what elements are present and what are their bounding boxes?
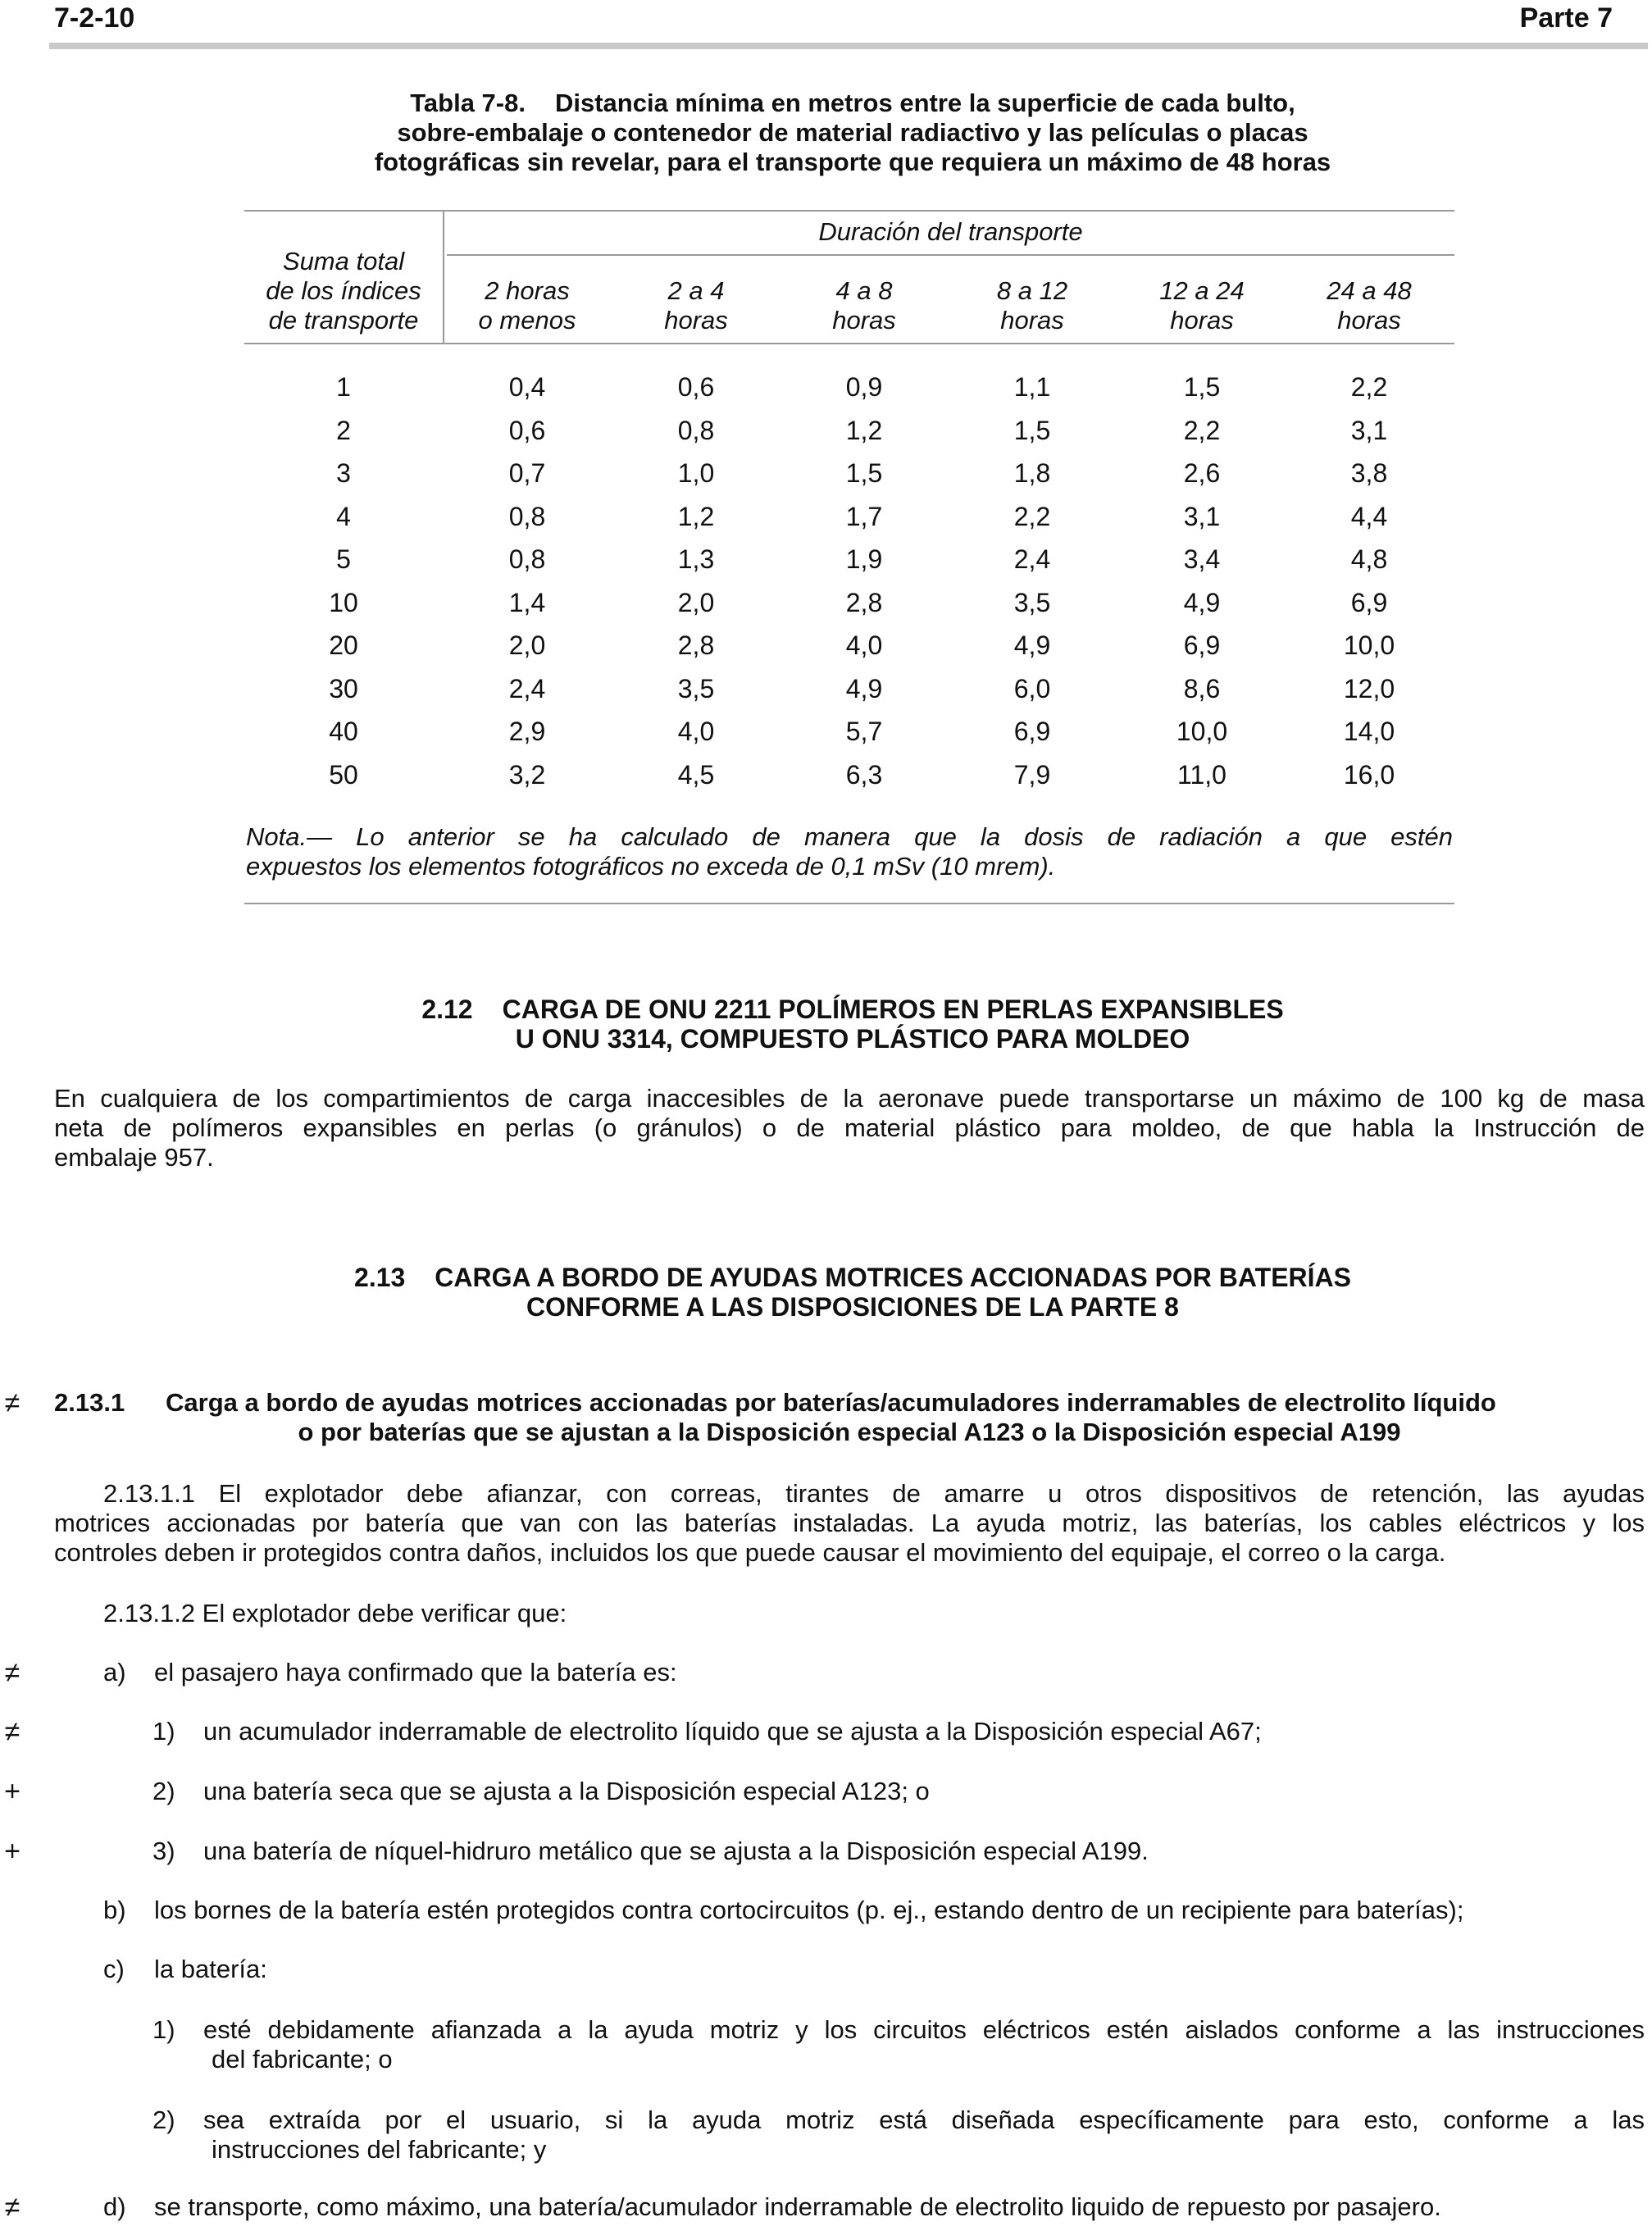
table-cell: 10,0 — [1343, 630, 1395, 660]
paragraph-2-13-1-2: 2.13.1.2 El explotador debe verificar que: — [103, 1599, 567, 1627]
table-cell: 2,8 — [845, 588, 883, 617]
table-cell: 4,9 — [1013, 630, 1051, 660]
change-mark: ≠ — [4, 1657, 20, 1688]
table-row-index: 40 — [329, 717, 358, 746]
table-cell: 7,9 — [1013, 760, 1051, 790]
table-row — [244, 624, 1454, 667]
table-cell: 4,0 — [677, 717, 715, 746]
table-cell: 0,9 — [845, 372, 883, 402]
paragraph-2-13-1-1: 2.13.1.1 El explotador debe afianzar, con correas, tirantes de amarre u otros dispositivos de retención, las ayudas motrices accionadas por batería que van con las baterías instaladas. La ayuda motriz, las baterías, los cables eléctricos y los controles deben ir protegidos contra daños, incluidos los que puede causar el movimiento del equipaje, el correo o la carga. — [54, 1479, 1645, 1567]
table-row — [244, 495, 1454, 538]
table-row-index: 10 — [329, 588, 358, 617]
table-row-index: 2 — [336, 416, 351, 445]
table-row — [244, 667, 1454, 710]
table-cell: 1,9 — [845, 544, 883, 574]
table-cell: 1,2 — [845, 416, 883, 445]
table-cell: 4,9 — [845, 674, 883, 703]
table-row — [244, 753, 1454, 796]
table-cell: 1,5 — [1013, 416, 1051, 445]
table-note — [246, 822, 1453, 881]
change-mark: + — [4, 1836, 20, 1867]
table-cell: 6,0 — [1013, 674, 1051, 703]
table-cell: 1,2 — [677, 502, 715, 531]
table-cell: 1,0 — [677, 458, 715, 488]
table-vertical-rule — [443, 210, 444, 343]
table-row-index: 1 — [336, 372, 351, 402]
table-header-rule — [244, 343, 1454, 344]
column-header: 12 a 24 horas — [1159, 276, 1245, 335]
header-rule — [49, 43, 1648, 49]
table-cell: 12,0 — [1343, 674, 1395, 703]
table-cell: 10,0 — [1176, 717, 1228, 746]
table-note-line-1: Nota.— Lo anterior se ha calculado de manera que la dosis de radiación a que estén — [246, 822, 1453, 851]
table-cell: 1,7 — [845, 502, 883, 531]
change-mark: + — [4, 1776, 20, 1807]
table-row-index: 20 — [329, 630, 358, 660]
table-cell: 0,8 — [508, 502, 546, 531]
change-mark: ≠ — [4, 1716, 20, 1747]
table-cell: 3,1 — [1183, 502, 1221, 531]
duration-header: Duración del transporte — [818, 217, 1083, 246]
table-cell: 6,9 — [1013, 717, 1051, 746]
section-number: 2.13 — [354, 1263, 406, 1292]
table-cell: 2,6 — [1183, 458, 1221, 488]
table-title-line-1: Tabla 7-8. Distancia mínima en metros entre la superficie de cada bulto, — [410, 89, 1295, 117]
table-cell: 1,5 — [1183, 372, 1221, 402]
table-cell: 2,8 — [677, 630, 715, 660]
table-row — [244, 538, 1454, 580]
table-cell: 0,8 — [677, 416, 715, 445]
table-cell: 1,3 — [677, 544, 715, 574]
section-2-12-heading: 2.12 CARGA DE ONU 2211 POLÍMEROS EN PERLAS EXPANSIBLES U ONU 3314, COMPUESTO PLÁSTICO PARA MOLDEO — [421, 995, 1284, 1054]
table-row — [244, 710, 1454, 753]
table-row-index: 50 — [329, 760, 358, 790]
part-label: Parte 7 — [1519, 2, 1613, 34]
table-row-index: 5 — [336, 544, 351, 574]
section-2-13-heading: 2.13 CARGA A BORDO DE AYUDAS MOTRICES ACCIONADAS POR BATERÍAS CONFORME A LAS DISPOSICIONES DE LA PARTE 8 — [354, 1263, 1351, 1322]
table-title-line-3: fotográficas sin revelar, para el transporte que requiera un máximo de 48 horas — [374, 148, 1331, 176]
table-cell: 3,1 — [1350, 416, 1388, 445]
change-mark: ≠ — [4, 1387, 20, 1418]
table-cell: 8,6 — [1183, 674, 1221, 703]
table-cell: 3,5 — [677, 674, 715, 703]
table-cell: 0,6 — [677, 372, 715, 402]
table-cell: 4,0 — [845, 630, 883, 660]
table-cell: 5,7 — [845, 717, 883, 746]
table-row — [244, 366, 1454, 408]
table-top-rule — [244, 210, 1454, 212]
table-cell: 4,5 — [677, 760, 715, 790]
table-note-line-2: expuestos los elementos fotográficos no exceda de 0,1 mSv (10 mrem). — [246, 852, 1056, 881]
table-bottom-rule — [244, 903, 1454, 904]
table-cell: 0,4 — [508, 372, 546, 402]
table-cell: 2,2 — [1183, 416, 1221, 445]
table-cell: 2,2 — [1350, 372, 1388, 402]
table-cell: 2,4 — [508, 674, 546, 703]
table-title-line-2: sobre-embalaje o contenedor de material radiactivo y las películas o placas — [397, 118, 1308, 147]
table-row-index: 30 — [329, 674, 358, 703]
table-cell: 3,4 — [1183, 544, 1221, 574]
section-number: 2.12 — [421, 995, 473, 1024]
section-2-12-paragraph: En cualquiera de los compartimientos de carga inaccesibles de la aeronave puede transportarse un máximo de 100 kg de masa neta de polímeros expansibles en perlas (o gránulos) o de material plástico para moldeo, de que habla la Instrucción de embalaje 957. — [54, 1084, 1645, 1172]
table-cell: 6,3 — [845, 760, 883, 790]
table-cell: 3,2 — [508, 760, 546, 790]
table-cell: 1,8 — [1013, 458, 1051, 488]
column-header: 4 a 8 horas — [832, 276, 896, 335]
table-cell: 2,0 — [508, 630, 546, 660]
table-cell: 3,8 — [1350, 458, 1388, 488]
column-header: 24 a 48 horas — [1327, 276, 1412, 335]
table-cell: 4,9 — [1183, 588, 1221, 617]
page-number: 7-2-10 — [54, 2, 135, 34]
table-row — [244, 409, 1454, 452]
column-header: 8 a 12 horas — [996, 276, 1068, 335]
table-cell: 6,9 — [1183, 630, 1221, 660]
table-cell: 11,0 — [1177, 760, 1226, 790]
table-cell: 14,0 — [1343, 717, 1395, 746]
table-cell: 2,4 — [1013, 544, 1051, 574]
row-header: Suma total de los índices de transporte — [266, 247, 421, 335]
table-title — [246, 89, 1459, 177]
table-cell: 1,1 — [1013, 372, 1051, 402]
table-cell: 1,5 — [845, 458, 883, 488]
table-cell: 4,4 — [1350, 502, 1388, 531]
table-row — [244, 581, 1454, 624]
duration-rule — [447, 254, 1454, 256]
column-header: 2 a 4 horas — [664, 276, 728, 335]
column-header: 2 horas o menos — [478, 276, 576, 335]
table-cell: 6,9 — [1350, 588, 1388, 617]
table-row-index: 3 — [336, 458, 351, 488]
change-mark: ≠ — [4, 2192, 20, 2223]
table-cell: 16,0 — [1343, 760, 1395, 790]
table-cell: 2,9 — [508, 717, 546, 746]
table-row — [244, 452, 1454, 494]
page-header — [0, 0, 1652, 49]
table-cell: 3,5 — [1013, 588, 1051, 617]
table-cell: 1,4 — [508, 588, 546, 617]
table-cell: 4,8 — [1350, 544, 1388, 574]
table-cell: 2,0 — [677, 588, 715, 617]
table-label: Tabla 7-8. — [410, 89, 526, 117]
table-cell: 2,2 — [1013, 502, 1051, 531]
table-cell: 0,6 — [508, 416, 546, 445]
table-cell: 0,8 — [508, 544, 546, 574]
table-cell: 0,7 — [508, 458, 546, 488]
table-row-index: 4 — [336, 502, 351, 531]
section-number: 2.13.1 — [54, 1388, 125, 1417]
